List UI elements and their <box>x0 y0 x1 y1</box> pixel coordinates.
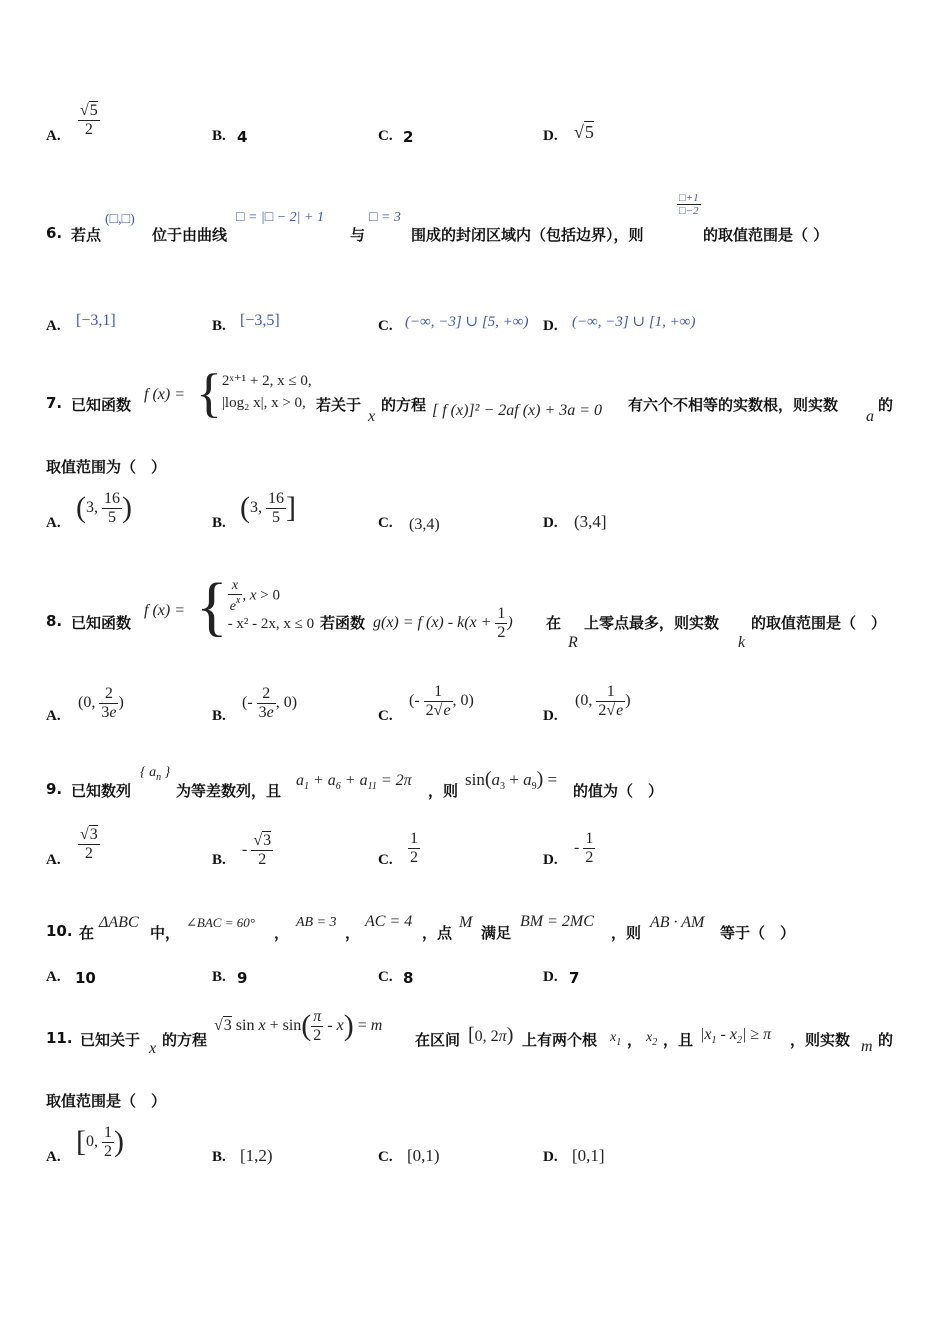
q7-text-5: 的 <box>878 396 894 414</box>
q10-option-d-value: 7 <box>569 969 580 987</box>
q11-interval: [0, 2π) <box>468 1024 514 1046</box>
q11-text-9: 取值范围是（ ） <box>46 1092 167 1110</box>
q11-var-x: x <box>149 1040 157 1057</box>
q10-dot: AB · AM <box>650 914 705 931</box>
q10-triangle: ΔABC <box>99 914 139 931</box>
q11-condition: $|x_1 - x_2| \ge \pi$ <box>700 1026 772 1046</box>
q6-text-1: 若点 <box>71 226 102 244</box>
q8-fx: f (x) = <box>144 602 185 619</box>
q9-option-d-label: D. <box>543 852 558 868</box>
q5-option-a-value: $\frac{√5}{2}$ <box>80 102 98 138</box>
q9-option-c-value: $\frac{1}{2}$ <box>410 830 418 866</box>
q7-text-3: 的方程 <box>381 396 427 414</box>
q10-option-c-label: C. <box>378 969 393 985</box>
q11-text-3: 在区间 <box>415 1031 461 1049</box>
q8-option-b-label: B. <box>212 708 226 724</box>
q5-option-d-value: √5 <box>574 122 594 142</box>
q9-condition: $a_1 + a_6 + a_{11} = 2\pi$ <box>296 772 412 792</box>
q6-number: 6. <box>46 224 63 242</box>
q7-option-d-label: D. <box>543 515 558 531</box>
q6-option-d-value: (−∞, −3] ∪ [1, +∞) <box>572 314 696 330</box>
q7-option-c-value: (3,4) <box>409 516 440 533</box>
q7-fx: f (x) = <box>144 386 185 403</box>
q8-option-d-value: (0, $\frac{1}{2√e}$ ) <box>575 683 631 719</box>
q9-option-a-value: $\frac{√3}{2}$ <box>80 826 98 862</box>
q9-text-1: 已知数列 <box>71 782 132 800</box>
q10-number: 10. <box>46 922 73 940</box>
q8-option-b-value: (- $\frac{2}{3e}$ , 0) <box>242 685 298 721</box>
q10-text-5: ，点 <box>422 924 453 942</box>
q7-text-1: 已知函数 <box>71 396 132 414</box>
q9-option-b-value: - $\frac{√3}{2}$ <box>242 832 272 868</box>
q6-text-2: 位于由曲线 <box>152 226 228 244</box>
q7-option-d-value: (3,4] <box>574 512 607 531</box>
q6-option-a-value: [−3,1] <box>76 312 116 329</box>
q8-gx: g(x) = f (x) - k(x + $\frac{1}{2}$ ) <box>373 605 513 641</box>
q10-text-7: ，则 <box>611 924 642 942</box>
q8-option-a-label: A. <box>46 708 61 724</box>
q10-text-2: 中， <box>150 924 181 942</box>
q8-text-1: 已知函数 <box>71 614 132 632</box>
q11-option-d-label: D. <box>543 1149 558 1165</box>
q10-bm: BM = 2MC <box>520 913 594 930</box>
q7-option-a-label: A. <box>46 515 61 531</box>
q11-option-c-label: C. <box>378 1149 393 1165</box>
q7-option-c-label: C. <box>378 515 393 531</box>
q9-text-3: ，则 <box>428 782 459 800</box>
q9-expression: $\sin(a_3 + a_9)$ = <box>465 768 558 792</box>
q7-text-4: 有六个不相等的实数根，则实数 <box>628 396 839 414</box>
q11-text-4: 上有两个根 <box>522 1031 598 1049</box>
q10-option-c-value: 8 <box>403 969 414 987</box>
q8-text-5: 的取值范围是（ ） <box>751 614 887 632</box>
q11-option-c-value: [0,1) <box>407 1146 440 1165</box>
q8-option-d-label: D. <box>543 708 558 724</box>
q6-option-c-label: C. <box>378 318 393 334</box>
q7-text-2: 若关于 <box>316 396 362 414</box>
q6-option-b-value: [−3,5] <box>240 312 280 329</box>
q8-text-2: 若函数 <box>320 614 366 632</box>
q10-text-6: 满足 <box>481 924 512 942</box>
q6-curve: □ = |□ − 2| + 1 <box>236 210 324 225</box>
q9-number: 9. <box>46 780 63 798</box>
q10-text-3: ， <box>274 924 290 942</box>
q5-option-d-label: D. <box>543 128 558 144</box>
q7-var-a: a <box>866 408 874 425</box>
q8-text-4: 上零点最多，则实数 <box>584 614 720 632</box>
q11-equation: √3 sin x + sin( $\frac{\pi}{2}$ - x) = m <box>214 1008 383 1044</box>
q11-text-7: ，则实数 <box>790 1031 851 1049</box>
q10-option-b-value: 9 <box>237 969 248 987</box>
q5-option-b-label: B. <box>212 128 226 144</box>
q9-option-c-label: C. <box>378 852 393 868</box>
q11-option-a-label: A. <box>46 1149 61 1165</box>
q8-option-c-value: (- $\frac{1}{2√e}$ , 0) <box>409 683 474 719</box>
q11-text-2: 的方程 <box>162 1031 208 1049</box>
q6-ratio: $\frac{□+1}{□-2}$ <box>679 192 699 218</box>
q9-text-2: 为等差数列，且 <box>176 782 282 800</box>
q10-option-d-label: D. <box>543 969 558 985</box>
q7-cases: { 2ˣ⁺¹ + 2, x ≤ 0, |log₂ x|, x > 0, <box>196 363 312 423</box>
q11-option-b-value: [1,2) <box>240 1146 273 1165</box>
q10-text-8: 等于（ ） <box>720 924 796 942</box>
q6-point: (□,□) <box>105 212 135 227</box>
q6-text-5: 的取值范围是（ ） <box>703 226 829 244</box>
q5-option-c-label: C. <box>378 128 393 144</box>
q5-option-c-value: 2 <box>403 128 414 146</box>
q10-ac: AC = 4 <box>365 913 413 930</box>
q7-option-b-value: (3, $\frac{16}{5}$ ] <box>240 490 296 526</box>
q11-option-b-label: B. <box>212 1149 226 1165</box>
q8-cases: { $\frac{x}{e^x}$ , x > 0 - x² - 2x, x ≤ 0 <box>196 570 315 643</box>
q6-text-3: 与 <box>350 226 366 244</box>
q8-number: 8. <box>46 612 63 630</box>
q9-text-4: 的值为（ ） <box>573 782 664 800</box>
q9-option-a-label: A. <box>46 852 61 868</box>
q7-var-x: x <box>368 408 376 425</box>
q7-text-6: 取值范围为（ ） <box>46 458 167 476</box>
q11-text-1: 已知关于 <box>80 1031 141 1049</box>
q6-option-b-label: B. <box>212 318 226 334</box>
q9-sequence: { $a_n$ } <box>140 765 171 783</box>
q11-text-8: 的 <box>878 1031 894 1049</box>
q8-var-r: R <box>568 634 578 651</box>
q5-option-a-label: A. <box>46 128 61 144</box>
q8-option-a-value: (0, $\frac{2}{3e}$ ) <box>78 685 124 721</box>
q7-option-a-value: (3, $\frac{16}{5}$ ) <box>76 490 132 526</box>
q10-option-b-label: B. <box>212 969 226 985</box>
q6-option-d-label: D. <box>543 318 558 334</box>
q10-option-a-value: 10 <box>75 969 96 987</box>
q9-option-d-value: - $\frac{1}{2}$ <box>574 830 594 866</box>
q5-option-b-value: 4 <box>237 128 248 146</box>
q7-number: 7. <box>46 394 63 412</box>
q11-text-6: ，且 <box>663 1031 694 1049</box>
q11-number: 11. <box>46 1029 73 1047</box>
q8-option-c-label: C. <box>378 708 393 724</box>
q10-text-4: ， <box>345 924 361 942</box>
q7-option-b-label: B. <box>212 515 226 531</box>
q11-x1: $x_1$ <box>610 1030 622 1048</box>
q8-text-3: 在 <box>546 614 562 632</box>
q10-ab: AB = 3 <box>296 915 337 930</box>
q11-var-m: m <box>861 1038 873 1055</box>
q6-text-4: 围成的封闭区域内（包括边界），则 <box>411 226 644 244</box>
q6-option-c-value: (−∞, −3] ∪ [5, +∞) <box>405 314 529 330</box>
q11-text-5: ， <box>627 1031 643 1049</box>
q9-option-b-label: B. <box>212 852 226 868</box>
q10-text-1: 在 <box>79 924 95 942</box>
q11-option-d-value: [0,1] <box>572 1146 605 1165</box>
q7-equation: [ f (x)]² − 2af (x) + 3a = 0 <box>432 402 603 419</box>
q10-option-a-label: A. <box>46 969 61 985</box>
q10-angle: ∠BAC = 60° <box>186 915 255 930</box>
q6-line: □ = 3 <box>369 210 401 225</box>
q8-var-k: k <box>738 634 746 651</box>
q11-option-a-value: [0, $\frac{1}{2}$ ) <box>76 1124 124 1160</box>
q6-option-a-label: A. <box>46 318 61 334</box>
q11-x2: $x_2$ <box>646 1030 658 1048</box>
q10-m: M <box>459 914 473 931</box>
